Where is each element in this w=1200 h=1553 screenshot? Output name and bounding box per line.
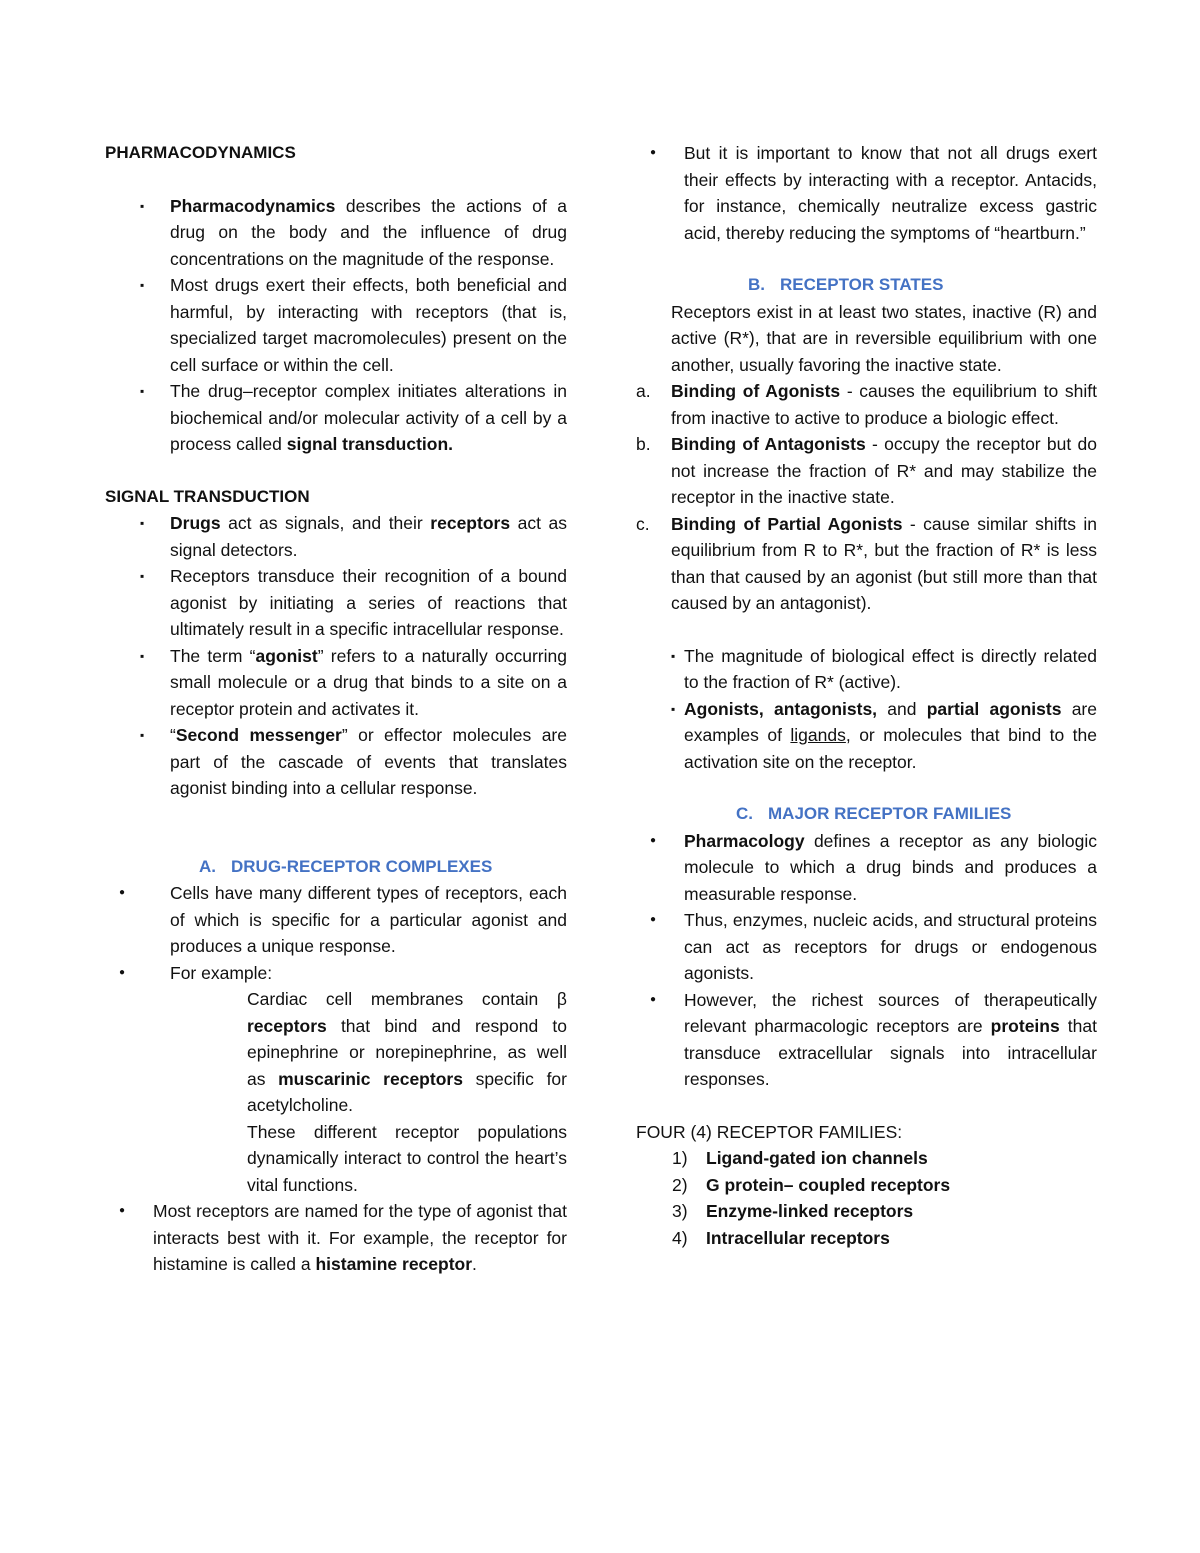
lettered-item: c. Binding of Partial Agonists - cause similar shifts in equilibrium from R to R*, but the fraction of R* is less than that caused by an agonist (but still more than that caused by an antagonist). xyxy=(636,513,1097,613)
list-item: ▪ Receptors transduce their recognition of a bound agonist by initiating a series of reactions that ultimately result in a specific intracellular response. xyxy=(105,563,567,643)
receptor-states-intro: Receptors exist in at least two states, inactive (R) and active (R*), that are in reversible equilibrium with one another, usually favoring the inactive state. xyxy=(671,301,1097,375)
list-item: ● Pharmacology defines a receptor as any biologic molecule to which a drug binds and produces a measurable response. xyxy=(636,828,1097,908)
signal-transduction-list xyxy=(105,510,567,802)
list-item: ● For example: xyxy=(105,960,567,987)
list-item: 1) Ligand-gated ion channels xyxy=(672,1148,928,1168)
signal-transduction-heading: SIGNAL TRANSDUCTION xyxy=(105,486,310,506)
list-item: ▪ The magnitude of biological effect is directly related to the fraction of R* (active). xyxy=(636,643,1097,696)
families-numbered-list xyxy=(636,1145,1097,1251)
receptor-families-list xyxy=(636,828,1097,1093)
right-column xyxy=(636,140,1097,1251)
list-item: ▪ Agonists, antagonists, and partial agonists are examples of ligands, or molecules that bind to the activation site on the receptor. xyxy=(636,696,1097,776)
list-item: ▪ “Second messenger” or effector molecules are part of the cascade of events that translates agonist binding into a cellular response. xyxy=(105,722,567,802)
list-item: 2) G protein– coupled receptors xyxy=(672,1174,951,1195)
list-item: ▪ Most drugs exert their effects, both beneficial and harmful, by interacting with receptors (that is, specialized target macromolecules) present on the cell surface or within the cell. xyxy=(105,272,567,378)
list-item: ▪ The drug–receptor complex initiates alterations in biochemical and/or molecular activity of a cell by a process called signal transduction. xyxy=(105,378,567,458)
list-item: ● Cells have many different types of receptors, each of which is specific for a particular agonist and produces a unique response. xyxy=(105,880,567,960)
list-item: 3) Enzyme-linked receptors xyxy=(672,1201,914,1221)
list-item: ● However, the richest sources of therapeutically relevant pharmacologic receptors are proteins that transduce extracellular signals into intracellular responses. xyxy=(636,987,1097,1093)
section-a-list xyxy=(105,880,567,986)
pharmacodynamics-list xyxy=(105,193,567,458)
section-c-heading: C. MAJOR RECEPTOR FAMILIES xyxy=(736,804,1012,823)
pharmacodynamics-heading: PHARMACODYNAMICS xyxy=(105,143,296,162)
list-item: ▪ The term “agonist” refers to a naturally occurring small molecule or a drug that binds to a site on a receptor protein and activates it. xyxy=(105,643,567,723)
example-paragraph: Cardiac cell membranes contain β receptors that bind and respond to epinephrine or norepinephrine, as well as muscarinic receptors specific for acetylcholine. xyxy=(247,989,567,1115)
section-a-heading: A. DRUG-RECEPTOR COMPLEXES xyxy=(199,856,493,876)
lettered-item: a. Binding of Agonists - causes the equilibrium to shift from inactive to active to produce a biologic effect. xyxy=(636,381,1098,428)
list-item: ● Thus, enzymes, nucleic acids, and structural proteins can act as receptors for drugs or endogenous agonists. xyxy=(636,907,1097,987)
receptor-states-list xyxy=(636,643,1097,776)
intro-list xyxy=(636,140,1097,246)
section-b-heading: B. RECEPTOR STATES xyxy=(748,275,944,294)
example-paragraph: These different receptor populations dynamically interact to control the heart’s vital functions. xyxy=(247,1121,567,1195)
list-item: ● But it is important to know that not all drugs exert their effects by interacting with a receptor. Antacids, for instance, chemically neutralize excess gastric acid, thereby reducing the symptoms of “heartburn.” xyxy=(636,140,1097,246)
lettered-item: b. Binding of Antagonists - occupy the receptor but do not increase the fraction of R* and may stabilize the receptor in the inactive state. xyxy=(636,434,1097,507)
list-item: ▪ Drugs act as signals, and their receptors act as signal detectors. xyxy=(105,510,567,563)
list-item: 4) Intracellular receptors xyxy=(672,1227,890,1248)
list-item: ▪ Pharmacodynamics describes the actions of a drug on the body and the influence of drug concentrations on the magnitude of the response. xyxy=(105,193,567,273)
families-heading: FOUR (4) RECEPTOR FAMILIES: xyxy=(636,1121,903,1142)
left-column xyxy=(105,140,567,1278)
section-a-list-cont xyxy=(105,1198,567,1278)
list-item: ● Most receptors are named for the type of agonist that interacts best with it. For example, the receptor for histamine is called a histamine receptor. xyxy=(105,1198,567,1278)
